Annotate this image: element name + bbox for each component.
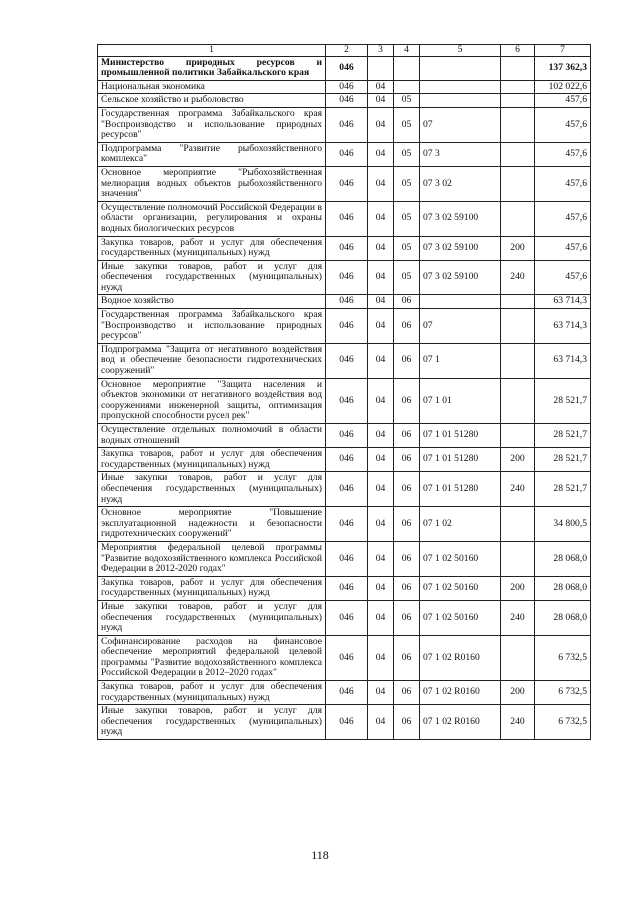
table-row <box>98 507 591 542</box>
row-section-code-cell <box>368 56 394 80</box>
table-row <box>98 472 591 507</box>
row-expense-type-cell <box>501 424 535 448</box>
row-ved-code-cell: 046 <box>326 236 368 260</box>
row-section-code-cell: 04 <box>368 142 394 166</box>
row-target-article-cell: 07 1 02 <box>420 507 501 542</box>
row-name-cell: Государственная программа Забайкальского края "Воспроизводство и использование природных ресурсов" <box>98 107 326 142</box>
table-row <box>98 309 591 344</box>
row-section-code-cell: 04 <box>368 635 394 680</box>
row-expense-type-cell: 240 <box>501 600 535 635</box>
row-section-code-cell: 04 <box>368 576 394 600</box>
row-amount-cell: 6 732,5 <box>535 635 591 680</box>
row-name-cell: Мероприятия федеральной целевой программы "Развитие водохозяйственного комплекса Российской Федерации в 2012-2020 годах" <box>98 541 326 576</box>
header-cell: 6 <box>501 45 535 57</box>
row-section-code-cell: 04 <box>368 378 394 423</box>
row-subsection-code-cell: 06 <box>394 507 420 542</box>
row-expense-type-cell: 200 <box>501 448 535 472</box>
row-section-code-cell: 04 <box>368 424 394 448</box>
table-row <box>98 236 591 260</box>
row-ved-code-cell: 046 <box>326 142 368 166</box>
table-row <box>98 201 591 236</box>
row-target-article-cell: 07 <box>420 107 501 142</box>
row-ved-code-cell: 046 <box>326 705 368 740</box>
row-target-article-cell: 07 1 01 <box>420 378 501 423</box>
row-name-cell: Закупка товаров, работ и услуг для обеспечения государственных (муниципальных) нужд <box>98 448 326 472</box>
row-expense-type-cell: 240 <box>501 472 535 507</box>
row-target-article-cell: 07 1 02 R0160 <box>420 705 501 740</box>
row-section-code-cell: 04 <box>368 681 394 705</box>
row-subsection-code-cell: 05 <box>394 166 420 201</box>
row-ved-code-cell: 046 <box>326 378 368 423</box>
row-target-article-cell: 07 1 01 51280 <box>420 424 501 448</box>
header-cell: 1 <box>98 45 326 57</box>
row-ved-code-cell: 046 <box>326 94 368 108</box>
row-target-article-cell: 07 3 02 59100 <box>420 260 501 295</box>
row-name-cell: Государственная программа Забайкальского края "Воспроизводство и использование природных ресурсов" <box>98 309 326 344</box>
row-expense-type-cell <box>501 94 535 108</box>
row-ved-code-cell: 046 <box>326 56 368 80</box>
row-name-cell: Основное мероприятие "Защита населения и объектов экономики от негативного воздействия вод сооружениями инженерной защиты, оптимизация пропускной способности русел рек" <box>98 378 326 423</box>
row-expense-type-cell <box>501 107 535 142</box>
row-amount-cell: 28 068,0 <box>535 576 591 600</box>
row-name-cell: Водное хозяйство <box>98 295 326 309</box>
row-subsection-code-cell: 06 <box>394 343 420 378</box>
row-subsection-code-cell: 06 <box>394 541 420 576</box>
row-name-cell: Иные закупки товаров, работ и услуг для обеспечения государственных (муниципальных) нужд <box>98 260 326 295</box>
row-section-code-cell: 04 <box>368 94 394 108</box>
table-row <box>98 635 591 680</box>
row-expense-type-cell: 240 <box>501 260 535 295</box>
row-amount-cell: 6 732,5 <box>535 681 591 705</box>
table-row <box>98 576 591 600</box>
row-expense-type-cell <box>501 378 535 423</box>
row-amount-cell: 28 521,7 <box>535 378 591 423</box>
row-subsection-code-cell: 06 <box>394 472 420 507</box>
row-section-code-cell: 04 <box>368 600 394 635</box>
row-target-article-cell: 07 3 02 <box>420 166 501 201</box>
row-section-code-cell: 04 <box>368 107 394 142</box>
row-subsection-code-cell <box>394 80 420 94</box>
row-expense-type-cell <box>501 56 535 80</box>
page-number: 118 <box>311 848 329 862</box>
table-row <box>98 705 591 740</box>
row-subsection-code-cell: 06 <box>394 705 420 740</box>
row-section-code-cell: 04 <box>368 260 394 295</box>
row-amount-cell: 28 068,0 <box>535 541 591 576</box>
row-name-cell: Подпрограмма "Развитие рыбохозяйственного комплекса" <box>98 142 326 166</box>
budget-table <box>97 44 591 740</box>
row-section-code-cell: 04 <box>368 295 394 309</box>
row-amount-cell: 457,6 <box>535 166 591 201</box>
row-ved-code-cell: 046 <box>326 166 368 201</box>
row-name-cell: Осуществление отдельных полномочий в области водных отношений <box>98 424 326 448</box>
row-ved-code-cell: 046 <box>326 424 368 448</box>
row-amount-cell: 457,6 <box>535 201 591 236</box>
row-amount-cell: 457,6 <box>535 236 591 260</box>
row-target-article-cell: 07 3 <box>420 142 501 166</box>
row-target-article-cell <box>420 80 501 94</box>
row-ved-code-cell: 046 <box>326 600 368 635</box>
row-name-cell: Основное мероприятие "Рыбохозяйственная мелиорация водных объектов рыбохозяйственного значения" <box>98 166 326 201</box>
row-section-code-cell: 04 <box>368 309 394 344</box>
row-expense-type-cell: 200 <box>501 576 535 600</box>
table-row <box>98 260 591 295</box>
row-ved-code-cell: 046 <box>326 80 368 94</box>
row-expense-type-cell <box>501 635 535 680</box>
row-subsection-code-cell <box>394 56 420 80</box>
table-row <box>98 600 591 635</box>
row-expense-type-cell <box>501 541 535 576</box>
row-name-cell: Подпрограмма "Защита от негативного воздействия вод и обеспечение безопасности гидротехнических сооружений" <box>98 343 326 378</box>
row-target-article-cell: 07 1 01 51280 <box>420 448 501 472</box>
row-amount-cell: 457,6 <box>535 142 591 166</box>
row-ved-code-cell: 046 <box>326 295 368 309</box>
row-subsection-code-cell: 06 <box>394 424 420 448</box>
row-target-article-cell: 07 1 02 50160 <box>420 600 501 635</box>
row-section-code-cell: 04 <box>368 448 394 472</box>
row-expense-type-cell <box>501 309 535 344</box>
row-amount-cell: 102 022,6 <box>535 80 591 94</box>
row-target-article-cell: 07 1 02 50160 <box>420 576 501 600</box>
row-name-cell: Сельское хозяйство и рыболовство <box>98 94 326 108</box>
row-target-article-cell: 07 1 02 50160 <box>420 541 501 576</box>
table-row <box>98 424 591 448</box>
row-target-article-cell: 07 3 02 59100 <box>420 236 501 260</box>
row-ved-code-cell: 046 <box>326 201 368 236</box>
row-subsection-code-cell: 06 <box>394 576 420 600</box>
table-row <box>98 448 591 472</box>
row-expense-type-cell <box>501 80 535 94</box>
row-name-cell: Национальная экономика <box>98 80 326 94</box>
row-target-article-cell <box>420 56 501 80</box>
row-target-article-cell: 07 1 <box>420 343 501 378</box>
row-target-article-cell: 07 <box>420 309 501 344</box>
row-amount-cell: 457,6 <box>535 260 591 295</box>
row-name-cell: Иные закупки товаров, работ и услуг для обеспечения государственных (муниципальных) нужд <box>98 472 326 507</box>
row-ved-code-cell: 046 <box>326 576 368 600</box>
table-row <box>98 166 591 201</box>
row-expense-type-cell <box>501 201 535 236</box>
row-target-article-cell: 07 1 02 R0160 <box>420 681 501 705</box>
row-amount-cell: 28 521,7 <box>535 448 591 472</box>
row-subsection-code-cell: 05 <box>394 107 420 142</box>
table-row <box>98 295 591 309</box>
row-ved-code-cell: 046 <box>326 635 368 680</box>
row-amount-cell: 28 521,7 <box>535 472 591 507</box>
row-section-code-cell: 04 <box>368 541 394 576</box>
row-name-cell: Основное мероприятие "Повышение эксплуатационной надежности и безопасности гидротехнических сооружений" <box>98 507 326 542</box>
header-cell: 2 <box>326 45 368 57</box>
table-row <box>98 378 591 423</box>
row-section-code-cell: 04 <box>368 507 394 542</box>
row-target-article-cell: 07 1 01 51280 <box>420 472 501 507</box>
row-subsection-code-cell: 06 <box>394 600 420 635</box>
row-name-cell: Министерство природных ресурсов и промышленной политики Забайкальского края <box>98 56 326 80</box>
row-ved-code-cell: 046 <box>326 309 368 344</box>
row-section-code-cell: 04 <box>368 705 394 740</box>
row-target-article-cell <box>420 295 501 309</box>
row-amount-cell: 34 800,5 <box>535 507 591 542</box>
row-expense-type-cell: 200 <box>501 236 535 260</box>
row-expense-type-cell <box>501 166 535 201</box>
header-cell: 4 <box>394 45 420 57</box>
row-name-cell: Закупка товаров, работ и услуг для обеспечения государственных (муниципальных) нужд <box>98 236 326 260</box>
row-subsection-code-cell: 05 <box>394 142 420 166</box>
row-section-code-cell: 04 <box>368 166 394 201</box>
row-name-cell: Иные закупки товаров, работ и услуг для обеспечения государственных (муниципальных) нужд <box>98 705 326 740</box>
row-subsection-code-cell: 05 <box>394 236 420 260</box>
row-expense-type-cell: 240 <box>501 705 535 740</box>
table-row <box>98 681 591 705</box>
row-ved-code-cell: 046 <box>326 507 368 542</box>
row-target-article-cell <box>420 94 501 108</box>
table-row <box>98 94 591 108</box>
row-ved-code-cell: 046 <box>326 472 368 507</box>
row-ved-code-cell: 046 <box>326 541 368 576</box>
table-row <box>98 142 591 166</box>
row-name-cell: Закупка товаров, работ и услуг для обеспечения государственных (муниципальных) нужд <box>98 681 326 705</box>
row-ved-code-cell: 046 <box>326 260 368 295</box>
row-expense-type-cell <box>501 142 535 166</box>
row-amount-cell: 28 521,7 <box>535 424 591 448</box>
row-section-code-cell: 04 <box>368 472 394 507</box>
row-subsection-code-cell: 06 <box>394 448 420 472</box>
row-amount-cell: 28 068,0 <box>535 600 591 635</box>
table-header-row <box>98 45 591 57</box>
row-section-code-cell: 04 <box>368 201 394 236</box>
row-amount-cell: 63 714,3 <box>535 309 591 344</box>
row-amount-cell: 63 714,3 <box>535 295 591 309</box>
row-target-article-cell: 07 3 02 59100 <box>420 201 501 236</box>
row-name-cell: Софинансирование расходов на финансовое обеспечение мероприятий федеральной целевой программы "Развитие водохозяйственного комплекса Российской Федерации в 2012–2020 годах" <box>98 635 326 680</box>
row-subsection-code-cell: 06 <box>394 378 420 423</box>
table-row <box>98 343 591 378</box>
row-target-article-cell: 07 1 02 R0160 <box>420 635 501 680</box>
header-cell: 7 <box>535 45 591 57</box>
row-subsection-code-cell: 05 <box>394 260 420 295</box>
row-subsection-code-cell: 05 <box>394 94 420 108</box>
row-amount-cell: 457,6 <box>535 94 591 108</box>
row-subsection-code-cell: 06 <box>394 635 420 680</box>
row-expense-type-cell <box>501 295 535 309</box>
row-ved-code-cell: 046 <box>326 448 368 472</box>
row-expense-type-cell <box>501 343 535 378</box>
table-row <box>98 80 591 94</box>
row-section-code-cell: 04 <box>368 236 394 260</box>
row-amount-cell: 63 714,3 <box>535 343 591 378</box>
row-subsection-code-cell: 06 <box>394 295 420 309</box>
row-expense-type-cell: 200 <box>501 681 535 705</box>
row-amount-cell: 457,6 <box>535 107 591 142</box>
row-expense-type-cell <box>501 507 535 542</box>
row-subsection-code-cell: 06 <box>394 309 420 344</box>
row-name-cell: Осуществление полномочий Российской Федерации в области организации, регулирования и охраны водных биологических ресурсов <box>98 201 326 236</box>
header-cell: 5 <box>420 45 501 57</box>
table-row <box>98 541 591 576</box>
row-section-code-cell: 04 <box>368 343 394 378</box>
row-subsection-code-cell: 05 <box>394 201 420 236</box>
row-name-cell: Иные закупки товаров, работ и услуг для обеспечения государственных (муниципальных) нужд <box>98 600 326 635</box>
row-ved-code-cell: 046 <box>326 343 368 378</box>
table-row <box>98 107 591 142</box>
table-row <box>98 56 591 80</box>
row-name-cell: Закупка товаров, работ и услуг для обеспечения государственных (муниципальных) нужд <box>98 576 326 600</box>
row-ved-code-cell: 046 <box>326 681 368 705</box>
row-amount-cell: 6 732,5 <box>535 705 591 740</box>
header-cell: 3 <box>368 45 394 57</box>
row-subsection-code-cell: 06 <box>394 681 420 705</box>
row-section-code-cell: 04 <box>368 80 394 94</box>
row-ved-code-cell: 046 <box>326 107 368 142</box>
row-amount-cell: 137 362,3 <box>535 56 591 80</box>
